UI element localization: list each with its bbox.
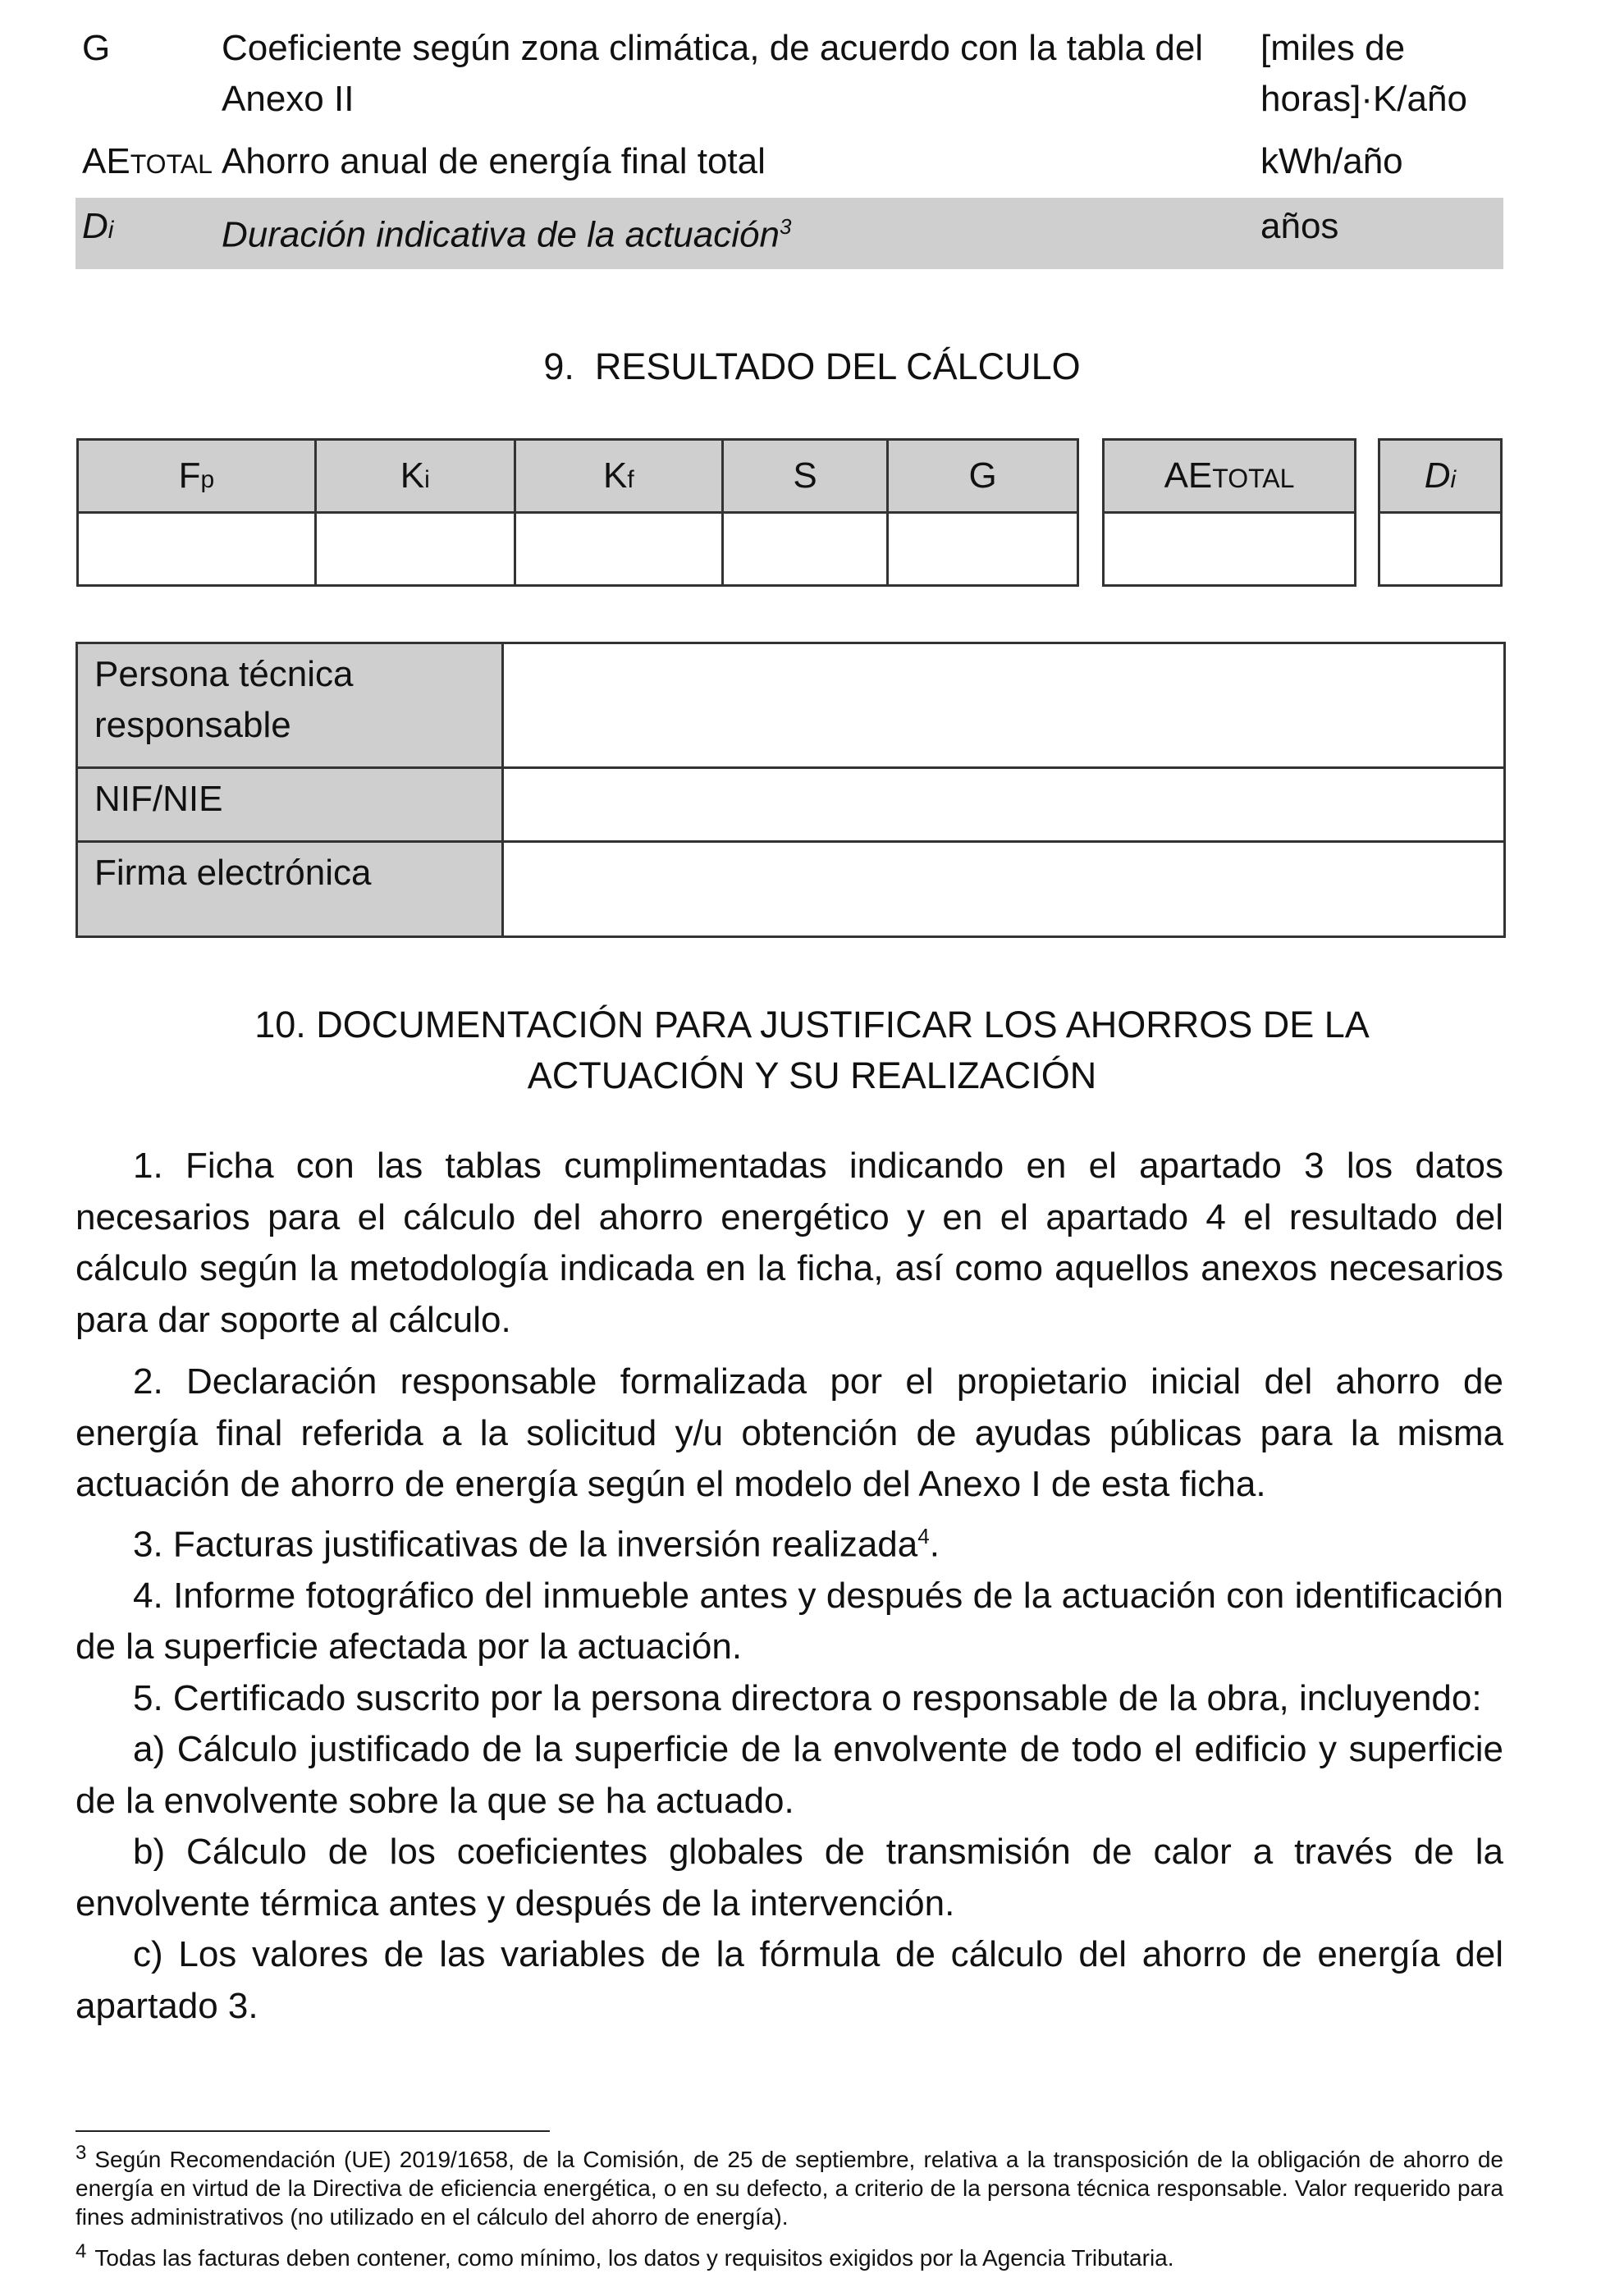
signature-field[interactable] — [503, 842, 1505, 937]
header-di: Di — [1379, 440, 1502, 513]
variables-table — [75, 20, 1503, 269]
symbol-base: AE — [82, 141, 130, 181]
section-10-heading — [0, 999, 1624, 1101]
technician-field[interactable] — [503, 643, 1505, 768]
value-fp-cell[interactable] — [78, 513, 316, 586]
variable-symbol — [75, 201, 220, 261]
description-text: Duración indicativa de la actuación — [222, 214, 780, 255]
variable-description: Ahorro anual de energía final total — [222, 141, 766, 181]
value-ae-total-cell[interactable] — [1104, 513, 1356, 586]
footnote-marker: 3 — [75, 2142, 87, 2164]
variable-unit: kWh/año — [1260, 141, 1403, 181]
variable-description — [220, 201, 1260, 261]
list-item-3: 3. Facturas justificativas de la inversión realizada$^4$. — [133, 1523, 940, 1565]
section-10-line-2: ACTUACIÓN Y SU REALIZACIÓN — [527, 1054, 1097, 1096]
list-item-4: 4. Informe fotográfico del inmueble antes y después de la actuación con identificación de la superficie afectada por la actuación. — [75, 1575, 1503, 1667]
list-item-b: b) Cálculo de los coeficientes globales de transmisión de calor a través de la envolvente térmica antes y después de la intervención. — [75, 1832, 1503, 1923]
footnote-separator — [75, 2130, 550, 2132]
value-ki-cell[interactable] — [315, 513, 515, 586]
documentation-list — [75, 1141, 1503, 2032]
footnote-ref: 3 — [779, 214, 792, 239]
list-item-2: 2. Declaración responsable formalizada por el propietario inicial del ahorro de energía final referida a la solicitud y/u obtención de ayudas públicas para la misma actuación de ahorro de energía según el modelo del Anexo I de esta ficha. — [75, 1361, 1503, 1504]
nif-field[interactable] — [503, 768, 1505, 842]
nif-label: NIF/NIE — [77, 768, 503, 842]
section-9-heading — [0, 341, 1624, 392]
value-kf-cell[interactable] — [515, 513, 722, 586]
header-kf: Kf — [515, 440, 722, 513]
header-g: G — [888, 440, 1078, 513]
list-item-c: c) Los valores de las variables de la fórmula de cálculo del ahorro de energía del apartado 3. — [75, 1934, 1503, 2026]
signature-label: Firma electrónica — [77, 842, 503, 937]
value-di-cell[interactable] — [1379, 513, 1502, 586]
result-table-di — [1378, 438, 1503, 587]
variable-row-g — [75, 20, 1503, 133]
value-g-cell[interactable] — [888, 513, 1078, 586]
section-number: 9. — [543, 345, 574, 387]
section-10-line-1: 10. DOCUMENTACIÓN PARA JUSTIFICAR LOS AHORROS DE LA — [254, 1004, 1370, 1045]
list-item-a: a) Cálculo justificado de la superficie de la envolvente de todo el edificio y superficie de la envolvente sobre la que se ha actuado. — [75, 1729, 1503, 1821]
footnote-3 — [75, 2138, 1503, 2231]
symbol-subscript: i — [108, 217, 114, 244]
signature-table — [75, 642, 1506, 938]
footnote-ref: 4 — [917, 1523, 930, 1548]
footnote-text: Según Recomendación (UE) 2019/1658, de la Comisión, de 25 de septiembre, relativa a la transposición de la obligación de ahorro de energía en virtud de la Directiva de eficiencia energética, o en su defecto, a criterio de la persona técnica responsable. Valor requerido para fines administrativos (no utilizado en el cálculo del ahorro de energía). — [75, 2147, 1503, 2230]
footnote-marker: 4 — [75, 2240, 87, 2262]
variable-symbol — [75, 136, 220, 190]
variable-symbol: G — [82, 28, 111, 68]
footnote-text: Todas las facturas deben contener, como mínimo, los datos y requisitos exigidos por la Agencia Tributaria. — [94, 2245, 1174, 2271]
result-table-main — [76, 438, 1079, 587]
header-ki: Ki — [315, 440, 515, 513]
variable-row-di — [75, 198, 1503, 269]
symbol-subscript: TOTAL — [130, 149, 213, 179]
symbol-base: D — [82, 206, 108, 246]
value-s-cell[interactable] — [722, 513, 887, 586]
header-ae-total: AETOTAL — [1104, 440, 1356, 513]
section-title: RESULTADO DEL CÁLCULO — [594, 345, 1081, 387]
footnote-4 — [75, 2237, 1503, 2272]
technician-label: Persona técnica responsable — [77, 643, 503, 768]
variable-unit: años — [1260, 206, 1339, 246]
variable-unit: [miles de horas]·K/año — [1260, 28, 1467, 119]
header-fp: Fp — [78, 440, 316, 513]
list-item-1: 1. Ficha con las tablas cumplimentadas indicando en el apartado 3 los datos necesarios para el cálculo del ahorro energético y en el apartado 4 el resultado del cálculo según la metodología indicada en la ficha, así como aquellos anexos necesarios para dar soporte al cálculo. — [75, 1146, 1503, 1340]
list-item-5: 5. Certificado suscrito por la persona directora o responsable de la obra, incluyendo: — [133, 1677, 1482, 1718]
variable-row-ae-total — [75, 133, 1503, 198]
variable-description: Coeficiente según zona climática, de acuerdo con la tabla del Anexo II — [222, 28, 1204, 119]
header-s: S — [722, 440, 887, 513]
result-table-ae-total — [1102, 438, 1356, 587]
